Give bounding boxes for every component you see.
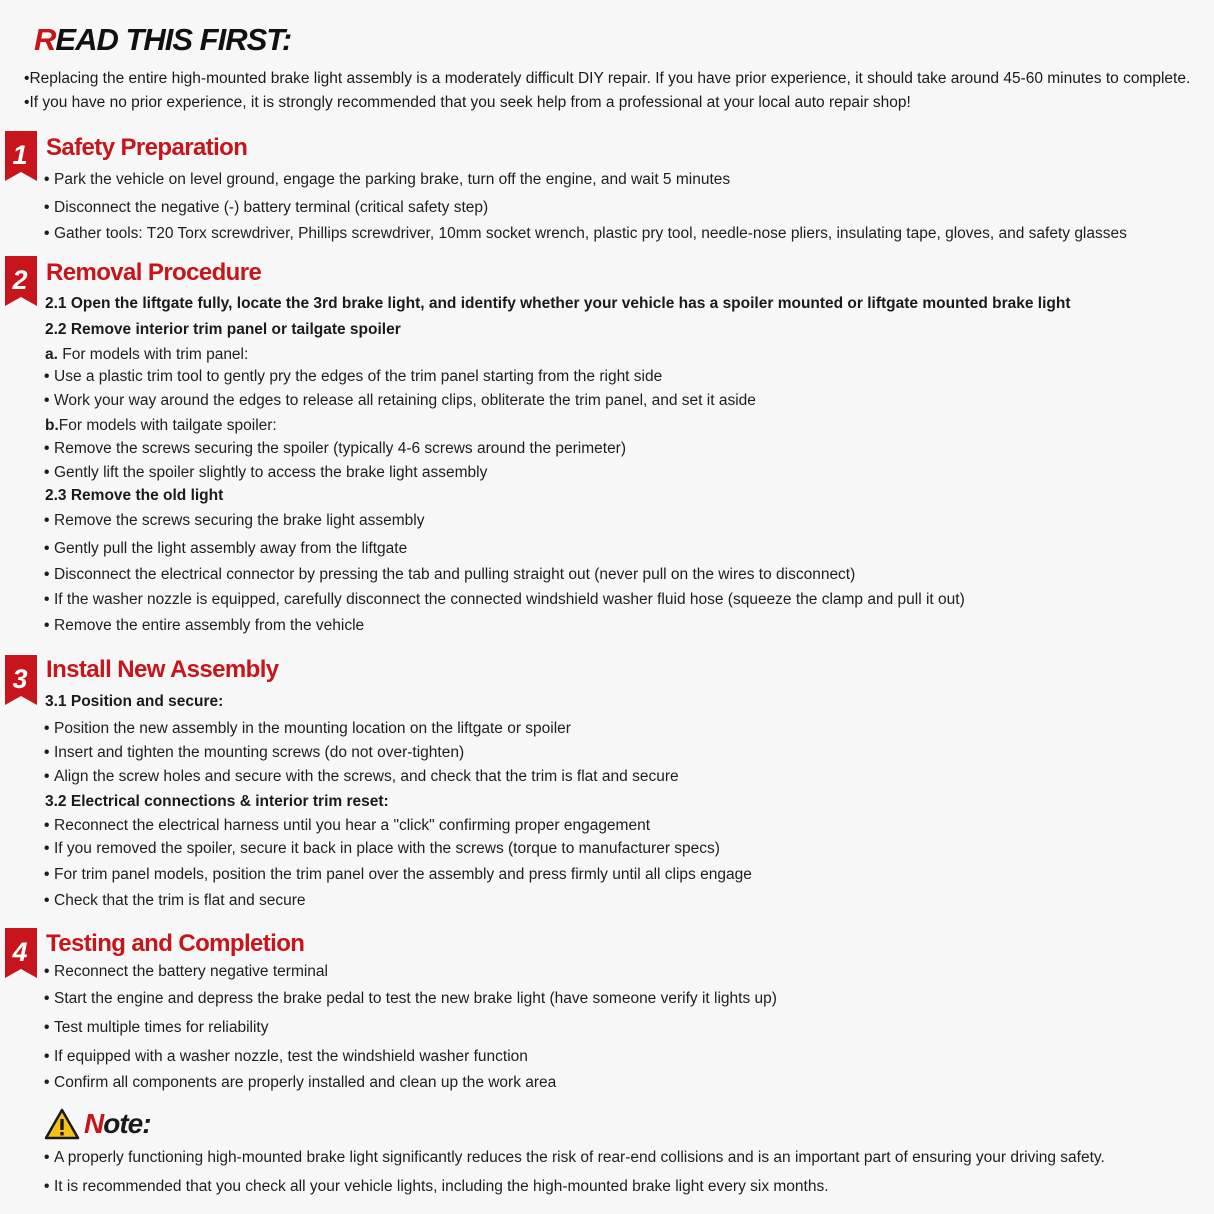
note-item: • A properly functioning high-mounted brake light significantly reduces the risk of rear-end collisions and is an important part of ensuring your driving safety.	[44, 1149, 1105, 1166]
substep-b: b.For models with tailgate spoiler:	[45, 417, 277, 434]
list-item: • Gently pull the light assembly away from the liftgate	[44, 540, 408, 557]
intro-line-2: •If you have no prior experience, it is strongly recommended that you seek help from a professional at your local auto repair shop!	[24, 94, 911, 111]
list-item: • Use a plastic trim tool to gently pry the edges of the trim panel starting from the right side	[44, 368, 663, 385]
section-2-title: Removal Procedure	[46, 259, 262, 286]
list-item: • Align the screw holes and secure with the screws, and check that the trim is flat and secure	[44, 768, 679, 785]
list-item: • Insert and tighten the mounting screws (do not over-tighten)	[44, 744, 465, 761]
section-3-title: Install New Assembly	[46, 656, 279, 683]
note-item: • It is recommended that you check all your vehicle lights, including the high-mounted brake light every six months.	[44, 1178, 829, 1195]
list-item: • Work your way around the edges to release all retaining clips, obliterate the trim panel, and set it aside	[44, 392, 756, 409]
step-3-2: 3.2 Electrical connections & interior trim reset:	[45, 793, 389, 810]
list-item: • Gather tools: T20 Torx screwdriver, Phillips screwdriver, 10mm socket wrench, plastic pry tool, needle-nose pliers, insulating tape, gloves, and safety glasses	[44, 225, 1127, 242]
list-item: • Start the engine and depress the brake pedal to test the new brake light (have someone verify it lights up)	[44, 990, 777, 1007]
step-2-2: 2.2 Remove interior trim panel or tailgate spoiler	[45, 321, 401, 338]
warning-icon	[44, 1108, 80, 1145]
list-item: • Reconnect the electrical harness until you hear a "click" confirming proper engagement	[44, 817, 651, 834]
section-2-badge	[5, 256, 37, 306]
note-title: Note:	[84, 1108, 151, 1139]
list-item: • Test multiple times for reliability	[44, 1019, 269, 1036]
section-3-badge	[5, 655, 37, 705]
list-item: • Reconnect the battery negative terminal	[44, 963, 328, 980]
svg-text:3: 3	[12, 664, 28, 694]
list-item: • Remove the entire assembly from the vehicle	[44, 617, 365, 634]
page-title: READ THIS FIRST:	[34, 22, 292, 57]
svg-text:4: 4	[12, 937, 28, 967]
section-1-badge	[5, 131, 37, 181]
svg-text:2: 2	[12, 265, 28, 295]
list-item: • Disconnect the negative (-) battery terminal (critical safety step)	[44, 199, 489, 216]
substep-a: a. For models with trim panel:	[45, 346, 249, 363]
section-1-title: Safety Preparation	[46, 134, 248, 161]
list-item: • Disconnect the electrical connector by pressing the tab and pulling straight out (never pull on the wires to disconnect)	[44, 566, 856, 583]
list-item: • If the washer nozzle is equipped, carefully disconnect the connected windshield washer fluid hose (squeeze the clamp and pull it out)	[44, 591, 965, 608]
list-item: • Check that the trim is flat and secure	[44, 892, 306, 909]
list-item: • Gently lift the spoiler slightly to access the brake light assembly	[44, 464, 488, 481]
list-item: • For trim panel models, position the trim panel over the assembly and press firmly until all clips engage	[44, 866, 752, 883]
step-3-1: 3.1 Position and secure:	[45, 693, 224, 710]
section-4-badge	[5, 928, 37, 978]
list-item: • Park the vehicle on level ground, engage the parking brake, turn off the engine, and wait 5 minutes	[44, 171, 731, 188]
list-item: • Remove the screws securing the spoiler (typically 4-6 screws around the perimeter)	[44, 440, 627, 457]
step-2-1: 2.1 Open the liftgate fully, locate the 3rd brake light, and identify whether your vehicle has a spoiler mounted or liftgate mounted brake light	[45, 295, 1071, 312]
list-item: • If equipped with a washer nozzle, test the windshield washer function	[44, 1048, 528, 1065]
list-item: • Confirm all components are properly installed and clean up the work area	[44, 1074, 557, 1091]
step-2-3: 2.3 Remove the old light	[45, 487, 224, 504]
section-4-title: Testing and Completion	[46, 930, 305, 957]
intro-line-1: •Replacing the entire high-mounted brake light assembly is a moderately difficult DIY repair. If you have prior experience, it should take around 45-60 minutes to complete.	[24, 70, 1191, 87]
svg-text:1: 1	[12, 140, 28, 170]
list-item: • Remove the screws securing the brake light assembly	[44, 512, 425, 529]
list-item: • Position the new assembly in the mounting location on the liftgate or spoiler	[44, 720, 571, 737]
list-item: • If you removed the spoiler, secure it back in place with the screws (torque to manufacturer specs)	[44, 840, 720, 857]
